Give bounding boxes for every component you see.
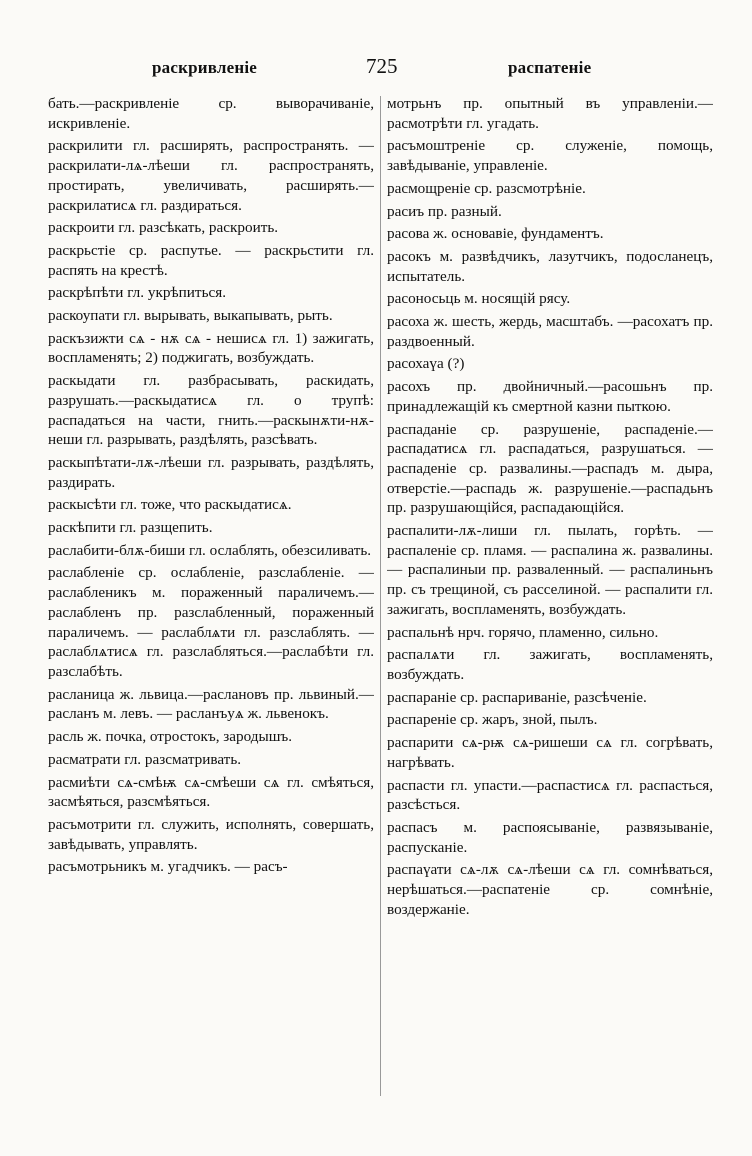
right-column	[387, 94, 713, 1134]
dictionary-entry: раскъзижти сѧ - нѫ сѧ - нешисѧ гл. 1) зажигать, воспламенять; 2) поджигать, возбуждать.	[48, 329, 374, 367]
dictionary-entry: распараніе ср. распариваніе, разсѣченіе.	[387, 688, 647, 706]
dictionary-entry: раскѣпити гл. разщепить.	[48, 519, 213, 537]
dictionary-entry: раслабленіе ср. ослабленіе, разслабленіе. — раслабленикъ м. пораженный параличемъ.—раслабленъ пр. разслабленный, пораженный параличемъ. — раслаблѧти гл. разслаблять. — раслаблѧтисѧ гл. разслабляться.—раслабѣти гл. разслабѣть.	[48, 564, 374, 680]
left-column	[48, 94, 374, 1134]
dictionary-entry: расль ж. почка, отростокъ, зародышъ.	[48, 728, 293, 746]
dictionary-entry: раслабити-блѫ-биши гл. ослаблять, обезсиливать.	[48, 541, 372, 559]
page-number: 725	[366, 54, 398, 78]
dictionary-entry: расоха ж. шесть, жердь, масштабъ. —расохатъ пр. раздвоенный.	[387, 313, 713, 350]
dictionary-entry: расматрати гл. разсматривать.	[48, 750, 242, 768]
dictionary-entry: раскысѣти гл. тоже, что раскыдатисѧ.	[48, 496, 292, 514]
dictionary-entry: расохъ пр. двойничный.—расошьнъ пр. принадлежащій къ смертной казни пыткою.	[387, 378, 713, 415]
dictionary-entry: распаүати сѧ-лѫ сѧ-лѣеши сѧ гл. сомнѣваться, нерѣшаться.—распатеніе ср. сомнѣніе, воздержаніе.	[387, 861, 713, 918]
dictionary-entry: распарити сѧ-рѭ сѧ-ришеши сѧ гл. согрѣвать, нагрѣвать.	[387, 734, 713, 771]
dictionary-entry: расъмотрити гл. служить, исполнять, совершать, завѣдывать, управлять.	[48, 815, 374, 853]
dictionary-entry: расоносьць м. носящій рясу.	[387, 290, 571, 308]
dictionary-entry: раскыпѣтати-лѫ-лѣеши гл. разрывать, раздѣлять, раздирать.	[48, 453, 374, 491]
dictionary-entry: раскоупати гл. вырывать, выкапывать, рыть.	[48, 307, 333, 325]
dictionary-entry: распальнѣ нрч. горячо, пламенно, сильно.	[387, 623, 659, 641]
dictionary-entry: расланица ж. львица.—раслановъ пр. львиный.—расланъ м. левъ. — расланъуѧ ж. львенокъ.	[48, 685, 374, 723]
dictionary-entry: раскыдати гл. разбрасывать, раскидать, разрушать.—раскыдатисѧ гл. о трупѣ: распадаться на части, гнить.—раскынѫти-нѫ-неши гл. разрывать, раздѣлять, разсѣвать.	[48, 372, 374, 449]
page-header	[0, 48, 752, 88]
dictionary-entry: расиъ пр. разный.	[387, 202, 502, 220]
dictionary-entry: распасъ м. распоясываніе, развязываніе, распусканіе.	[387, 818, 713, 856]
dictionary-entry: распалѧти гл. зажигать, воспламенять, возбуждать.	[387, 646, 713, 683]
dictionary-entry: распаданіе ср. разрушеніе, распаденіе.—распадатисѧ гл. распадаться, разрушаться. — распаденіе ср. развалины.—распадъ м. дыра, отверстіе.—распадь ж. разрушеніе.—распадьнъ пр. разрушающійся, распадающійся.	[387, 420, 713, 517]
dictionary-entry: бать.—раскривленіе ср. выворачиваніе, искривленіе.	[48, 95, 374, 132]
dictionary-entry: расокъ м. развѣдчикъ, лазутчикъ, подосланецъ, испытатель.	[387, 247, 713, 285]
header-right-word: распатеніе	[508, 58, 592, 77]
dictionary-entry: расова ж. основавіе, фундаментъ.	[387, 225, 604, 243]
dictionary-entry: расъмоштреніе ср. служеніе, помощь, завѣдываніе, управленіе.	[387, 137, 713, 175]
dictionary-entry: расмиѣти сѧ-смѣѭ сѧ-смѣеши сѧ гл. смѣяться, засмѣяться, разсмѣяться.	[48, 773, 374, 811]
dictionary-entry: расъмотрьникъ м. угадчикъ. — расъ-	[48, 858, 288, 876]
dictionary-entry: распалити-лѫ-лиши гл. пылать, горѣть. — распаленіе ср. пламя. — распалина ж. развалины. — распалиныи пр. разваленный. — распалиньнъ пр. съ трещиной, съ расселиной. — распалити гл. зажигать, воспламенять, возбуждать.	[387, 522, 713, 618]
header-left-word: раскривленіе	[152, 58, 258, 77]
dictionary-entry: раскроити гл. разсѣкать, раскроить.	[48, 219, 279, 237]
dictionary-entry: распасти гл. упасти.—распастисѧ гл. распасться, разсѣсться.	[387, 776, 713, 814]
dictionary-entry: раскрьстіе ср. распутье. — раскрьстити гл. распять на крестѣ.	[48, 241, 374, 279]
column-divider	[380, 96, 381, 1096]
dictionary-entry: мотрьнъ пр. опытный въ управленіи.—расмотрѣти гл. угадать.	[387, 95, 713, 132]
dictionary-entry: расохаүа (?)	[387, 355, 465, 373]
dictionary-entry: распареніе ср. жаръ, зной, пылъ.	[387, 711, 598, 729]
dictionary-entry: раскрѣпѣти гл. укрѣпиться.	[48, 284, 227, 302]
dictionary-entry: расмощреніе ср. разсмотрѣніе.	[387, 179, 586, 197]
dictionary-entry: раскрилити гл. расширять, распространять. — раскрилати-лѧ-лѣеши гл. распространять, простирать, увеличивать, расширять.—раскрилатисѧ гл. раздираться.	[48, 137, 374, 214]
